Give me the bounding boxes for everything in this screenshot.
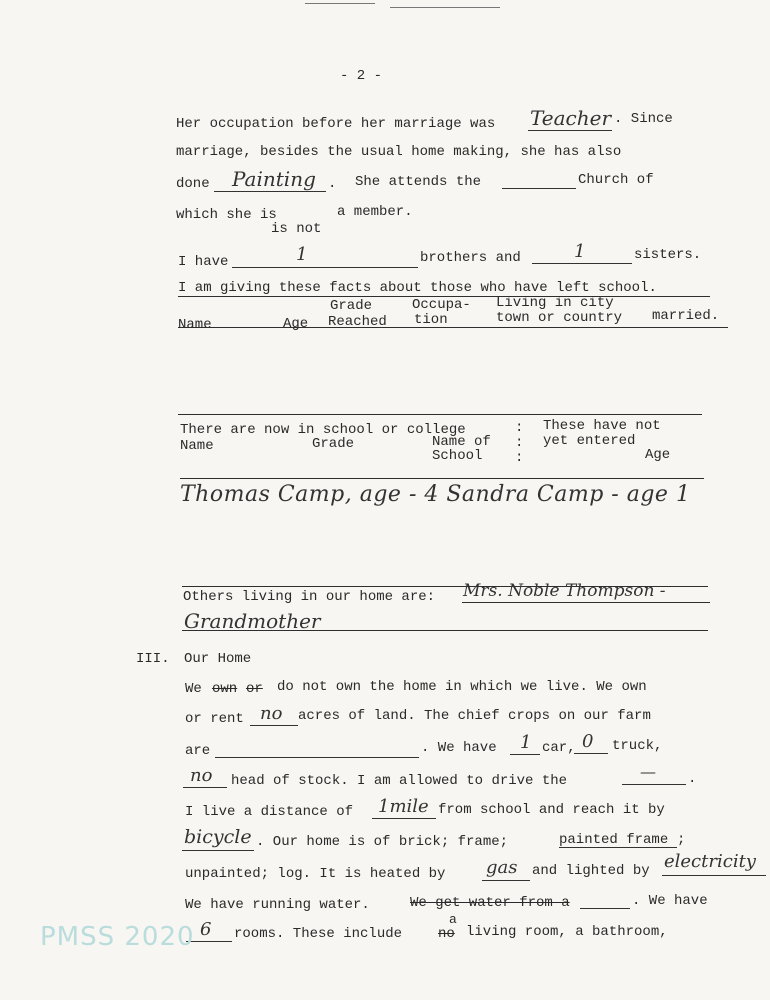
done-period: . bbox=[328, 176, 337, 192]
stock-underline bbox=[183, 787, 227, 788]
top-edge-mark bbox=[390, 7, 500, 8]
home-line9-text-end: living room, a bathroom, bbox=[466, 924, 668, 940]
member-text: which she is bbox=[176, 207, 277, 223]
not-entered-age: Age bbox=[645, 447, 671, 463]
home-line2-text: or rent bbox=[185, 711, 244, 727]
left-school-heading: I am giving these facts about those who have left school. bbox=[178, 280, 657, 296]
section-number: III. bbox=[136, 651, 170, 667]
in-school-col-name-of: Name of bbox=[432, 434, 491, 450]
col-occupation-1: Occupa- bbox=[412, 297, 471, 313]
home-line6-text: . Our home is of brick; frame; bbox=[256, 834, 509, 850]
painted-frame-underline bbox=[559, 847, 677, 848]
acres-underline bbox=[250, 725, 298, 726]
brothers-underline bbox=[232, 267, 418, 268]
lighting-answer: electricity bbox=[664, 851, 756, 872]
rooms-answer: 6 bbox=[200, 919, 212, 940]
done-text: done bbox=[176, 176, 210, 192]
occupation-text-end: . Since bbox=[614, 111, 673, 127]
others-answer-2: Grandmother bbox=[184, 609, 321, 633]
home-line1-text: do not own the home in which we live. We own bbox=[277, 679, 647, 695]
car-answer: 1 bbox=[520, 732, 532, 753]
col-married: married. bbox=[652, 308, 720, 324]
crops-blank bbox=[215, 757, 419, 758]
in-school-colon-3: : bbox=[515, 450, 524, 466]
others-bottom-rule bbox=[182, 630, 708, 631]
home-line2-text-end: acres of land. The chief crops on our farm bbox=[298, 708, 651, 724]
sisters-answer: 1 bbox=[574, 241, 586, 262]
home-line5-text-end: from school and reach it by bbox=[438, 802, 665, 818]
acres-answer: no bbox=[260, 703, 283, 724]
watermark: PMSS 2020 bbox=[40, 922, 195, 952]
member-text-2: a member. bbox=[337, 204, 413, 220]
brothers-answer: 1 bbox=[296, 244, 308, 265]
in-school-colon-1: : bbox=[515, 420, 524, 436]
car-underline bbox=[510, 754, 540, 755]
page-number: - 2 - bbox=[340, 68, 383, 84]
home-line6-semicolon: ; bbox=[677, 832, 686, 848]
home-line1-we: We bbox=[185, 681, 202, 697]
done-underline bbox=[214, 191, 326, 192]
drive-blank bbox=[622, 784, 686, 785]
in-school-col-grade: Grade bbox=[312, 436, 355, 452]
others-answer-1: Mrs. Noble Thompson - bbox=[463, 581, 666, 601]
sisters-underline bbox=[532, 263, 632, 264]
home-line4-text: head of stock. I am allowed to drive the bbox=[231, 773, 568, 789]
transport-answer: bicycle bbox=[184, 826, 252, 848]
distance-answer: 1mile bbox=[378, 796, 429, 817]
occupation-answer: Teacher bbox=[530, 106, 612, 130]
section-title: Our Home bbox=[184, 651, 252, 667]
col-name: Name bbox=[178, 317, 212, 333]
others-mid-rule bbox=[462, 602, 710, 603]
home-line8-end: . We have bbox=[632, 893, 708, 909]
left-school-table-rule bbox=[178, 327, 728, 328]
brothers-text: brothers and bbox=[420, 250, 521, 266]
not-entered-heading: These have not bbox=[543, 418, 661, 434]
home-line1-or-struck: or bbox=[246, 681, 263, 697]
home-line5-text: I live a distance of bbox=[185, 804, 354, 820]
home-line6-painted-frame: painted frame bbox=[559, 832, 669, 848]
children-answer: Thomas Camp, age - 4 Sandra Camp - age 1 bbox=[180, 482, 691, 507]
in-school-col-name: Name bbox=[180, 438, 214, 454]
church-text: She attends the bbox=[355, 174, 482, 190]
lighting-underline bbox=[662, 875, 766, 876]
col-grade-2: Reached bbox=[328, 314, 387, 330]
home-line8-text: We have running water. bbox=[185, 897, 370, 913]
home-line9-text: rooms. These include bbox=[234, 926, 403, 942]
occupation-text: Her occupation before her marriage was bbox=[176, 116, 496, 132]
col-occupation-2: tion bbox=[414, 312, 448, 328]
done-answer: Painting bbox=[232, 167, 316, 191]
drive-answer: — bbox=[640, 762, 656, 781]
church-text-end: Church of bbox=[578, 172, 654, 188]
siblings-text: I have bbox=[178, 254, 229, 270]
col-grade-1: Grade bbox=[330, 298, 373, 314]
marriage-text: marriage, besides the usual home making, she has also bbox=[176, 144, 622, 160]
col-living-1: Living in city bbox=[496, 295, 614, 311]
col-living-2: town or country bbox=[496, 310, 623, 326]
home-line7-text: unpainted; log. It is heated by bbox=[185, 866, 446, 882]
transport-underline bbox=[182, 850, 254, 851]
home-line8-insert: a bbox=[449, 912, 457, 927]
home-line3-truck: truck, bbox=[612, 738, 663, 754]
col-age: Age bbox=[283, 316, 309, 332]
others-label: Others living in our home are: bbox=[183, 589, 436, 605]
stock-answer: no bbox=[190, 765, 213, 786]
truck-answer: 0 bbox=[582, 731, 594, 752]
water-blank bbox=[580, 908, 630, 909]
home-line3-are: are bbox=[185, 743, 211, 759]
home-line1-own-struck: own bbox=[212, 681, 238, 697]
in-school-colon-2: : bbox=[515, 435, 524, 451]
home-line3-have: . We have bbox=[421, 740, 497, 756]
home-line3-car: car, bbox=[542, 740, 576, 756]
distance-underline bbox=[372, 818, 436, 819]
truck-underline bbox=[574, 753, 608, 754]
home-line7-lighted: and lighted by bbox=[532, 863, 650, 879]
home-line4-end: . bbox=[688, 771, 697, 787]
home-line9-no-struck: no bbox=[438, 926, 455, 942]
top-edge-mark bbox=[305, 3, 375, 4]
church-blank bbox=[502, 188, 576, 189]
in-school-heading: There are now in school or college bbox=[180, 422, 466, 438]
occupation-underline bbox=[528, 130, 612, 131]
in-school-bottom-rule bbox=[180, 478, 704, 479]
sisters-text: sisters. bbox=[634, 247, 702, 263]
in-school-top-rule bbox=[178, 414, 702, 415]
not-entered-yet: yet entered bbox=[543, 433, 636, 449]
in-school-col-school: School bbox=[432, 448, 483, 464]
home-line8-struck: We get water from a bbox=[410, 895, 570, 911]
heating-answer: gas bbox=[486, 857, 518, 878]
is-not-text: is not bbox=[271, 221, 322, 237]
heating-underline bbox=[482, 880, 530, 881]
